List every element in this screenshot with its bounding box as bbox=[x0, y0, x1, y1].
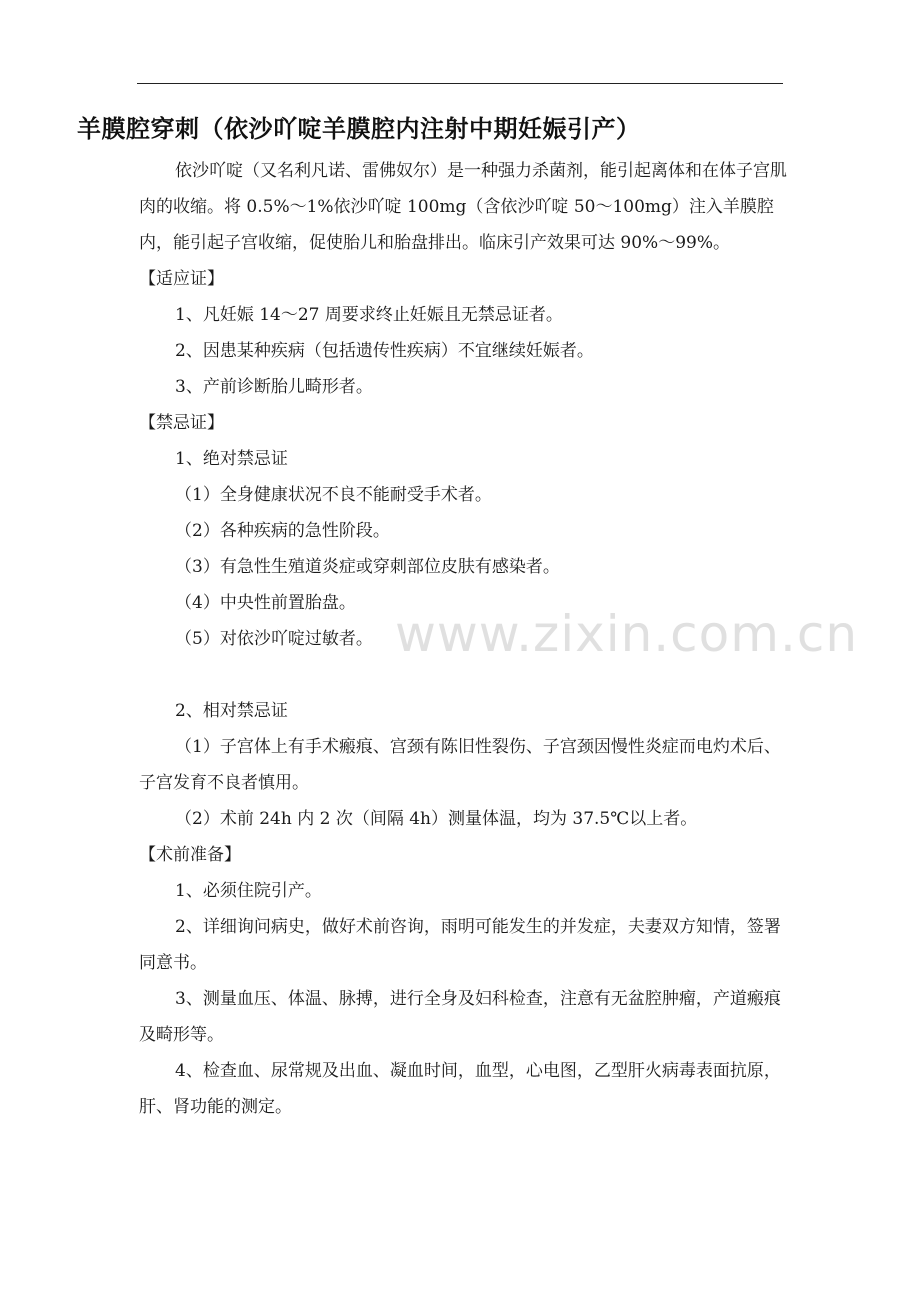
absolute-contraindication-item: （2）各种疾病的急性阶段。 bbox=[175, 521, 390, 541]
indication-item: 1、凡妊娠 14～27 周要求终止妊娠且无禁忌证者。 bbox=[175, 305, 563, 325]
preparation-item: 1、必须住院引产。 bbox=[175, 881, 322, 901]
blank-line bbox=[139, 657, 789, 693]
relative-contraindication-item: （1）子宫体上有手术瘢痕、宫颈有陈旧性裂伤、子宫颈因慢性炎症而电灼术后、子宫发育不良者慎用。 bbox=[139, 737, 781, 793]
document-title: 羊膜腔穿刺（依沙吖啶羊膜腔内注射中期妊娠引产） bbox=[77, 115, 641, 143]
absolute-contraindication-item: （4）中央性前置胎盘。 bbox=[175, 593, 356, 613]
indication-item: 3、产前诊断胎儿畸形者。 bbox=[175, 377, 373, 397]
contraindications-heading: 【禁忌证】 bbox=[139, 413, 224, 433]
watermark: www.zixin.com.cn bbox=[395, 605, 859, 663]
absolute-contraindications-label: 1、绝对禁忌证 bbox=[175, 449, 288, 469]
indications-heading: 【适应证】 bbox=[139, 269, 224, 289]
relative-contraindication-item: （2）术前 24h 内 2 次（间隔 4h）测量体温，均为 37.5℃以上者。 bbox=[175, 809, 698, 829]
absolute-contraindication-item: （1）全身健康状况不良不能耐受手术者。 bbox=[175, 485, 492, 505]
preparation-item: 2、详细询问病史，做好术前咨询，雨明可能发生的并发症，夫妻双方知情，签署同意书。 bbox=[139, 917, 781, 973]
document-body bbox=[139, 153, 789, 1125]
relative-contraindications-label: 2、相对禁忌证 bbox=[175, 701, 288, 721]
absolute-contraindication-item: （3）有急性生殖道炎症或穿刺部位皮肤有感染者。 bbox=[175, 557, 560, 577]
preparation-item: 3、测量血压、体温、脉搏，进行全身及妇科检查，注意有无盆腔肿瘤，产道瘢痕及畸形等。 bbox=[139, 989, 781, 1045]
preparation-item: 4、检查血、尿常规及出血、凝血时间，血型，心电图，乙型肝火病毒表面抗原，肝、肾功能的测定。 bbox=[139, 1061, 781, 1117]
header-rule bbox=[137, 83, 783, 84]
intro-paragraph: 依沙吖啶（又名利凡诺、雷佛奴尔）是一种强力杀菌剂，能引起离体和在体子宫肌肉的收缩。将 0.5%～1%依沙吖啶 100mg（含依沙吖啶 50～100mg）注入羊膜腔内，能引起子宫收缩，促使胎儿和胎盘排出。临床引产效果可达 90%～99%。 bbox=[139, 161, 787, 253]
absolute-contraindication-item: （5）对依沙吖啶过敏者。 bbox=[175, 629, 373, 649]
indication-item: 2、因患某种疾病（包括遗传性疾病）不宜继续妊娠者。 bbox=[175, 341, 594, 361]
preparation-heading: 【术前准备】 bbox=[139, 845, 241, 865]
